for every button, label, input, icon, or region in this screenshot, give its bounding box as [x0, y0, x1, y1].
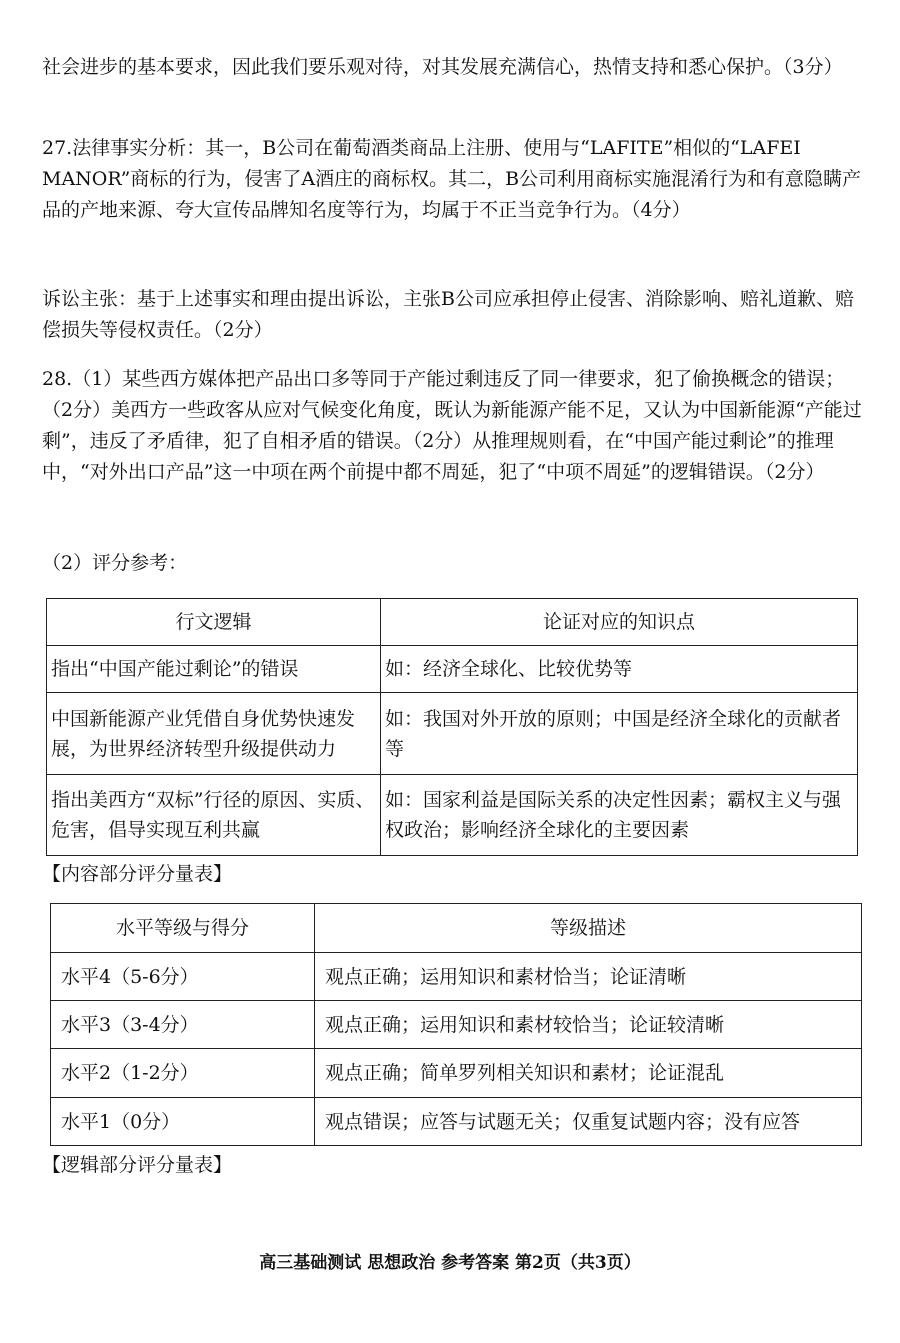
table-cell: 水平1（0分）	[51, 1098, 315, 1146]
table-cell: 指出“中国产能过剩论”的错误	[47, 646, 381, 693]
q27-analysis: 27.法律事实分析：其一，B公司在葡萄酒类商品上注册、使用与“LAFITE”相似的“LAFEI MANOR”商标的行为，侵害了A酒庄的商标权。其二，B公司利用商标实施混淆行为和有意隐瞒产品的产地来源、夸大宣传品牌知名度等行为，均属于不正当竞争行为。（4分）	[42, 137, 862, 221]
table-cell: 如：经济全球化、比较优势等	[381, 646, 858, 693]
content-rubric-table	[50, 903, 862, 1146]
table-cell: 指出美西方“双标”行径的原因、实质、危害，倡导实现互利共赢	[47, 775, 381, 856]
table-cell: 水平2（1-2分）	[51, 1049, 315, 1098]
table-row	[47, 646, 858, 693]
logic-rubric-title: 【逻辑部分评分量表】	[42, 1154, 233, 1176]
table-header-cell: 论证对应的知识点	[381, 599, 858, 646]
table-cell: 水平4（5-6分）	[51, 953, 315, 1001]
table-cell: 观点错误；应答与试题无关；仅重复试题内容；没有应答	[315, 1098, 862, 1146]
q28-part2-label: （2）评分参考：	[42, 552, 188, 574]
table-row	[51, 953, 862, 1001]
content-rubric-title: 【内容部分评分量表】	[42, 863, 233, 885]
table-cell: 如：国家利益是国际关系的决定性因素；霸权主义与强权政治；影响经济全球化的主要因素	[381, 775, 858, 856]
table-cell: 水平3（3-4分）	[51, 1001, 315, 1049]
paragraph-continued: 社会进步的基本要求，因此我们要乐观对待，对其发展充满信心，热情支持和悉心保护。（3分）	[42, 56, 843, 78]
table-row	[51, 1001, 862, 1049]
table-row	[51, 1049, 862, 1098]
table-row	[47, 775, 858, 856]
table-row	[47, 693, 858, 775]
table-header-cell: 等级描述	[315, 904, 862, 953]
table-cell: 如：我国对外开放的原则；中国是经济全球化的贡献者等	[381, 693, 858, 775]
q27-claim: 诉讼主张：基于上述事实和理由提出诉讼，主张B公司应承担停止侵害、消除影响、赔礼道歉、赔偿损失等侵权责任。（2分）	[42, 288, 854, 341]
table-cell: 观点正确；运用知识和素材恰当；论证清晰	[315, 953, 862, 1001]
table-header-cell: 水平等级与得分	[51, 904, 315, 953]
table-header-row	[51, 904, 862, 953]
scoring-reference-table	[46, 598, 858, 856]
table-row	[51, 1098, 862, 1146]
table-cell: 观点正确；运用知识和素材较恰当；论证较清晰	[315, 1001, 862, 1049]
page-footer: 高三基础测试 思想政治 参考答案 第2页（共3页）	[259, 1253, 641, 1273]
table-header-row	[47, 599, 858, 646]
table-header-cell: 行文逻辑	[47, 599, 381, 646]
q28-part1: 28.（1）某些西方媒体把产品出口多等同于产能过剩违反了同一律要求，犯了偷换概念的错误；（2分）美西方一些政客从应对气候变化角度，既认为新能源产能不足，又认为中国新能源“产能过剩”，违反了矛盾律，犯了自相矛盾的错误。（2分）从推理规则看，在“中国产能过剩论”的推理中，“对外出口产品”这一中项在两个前提中都不周延，犯了“中项不周延”的逻辑错误。（2分）	[42, 368, 862, 483]
table-cell: 观点正确；简单罗列相关知识和素材；论证混乱	[315, 1049, 862, 1098]
table-cell: 中国新能源产业凭借自身优势快速发展，为世界经济转型升级提供动力	[47, 693, 381, 775]
